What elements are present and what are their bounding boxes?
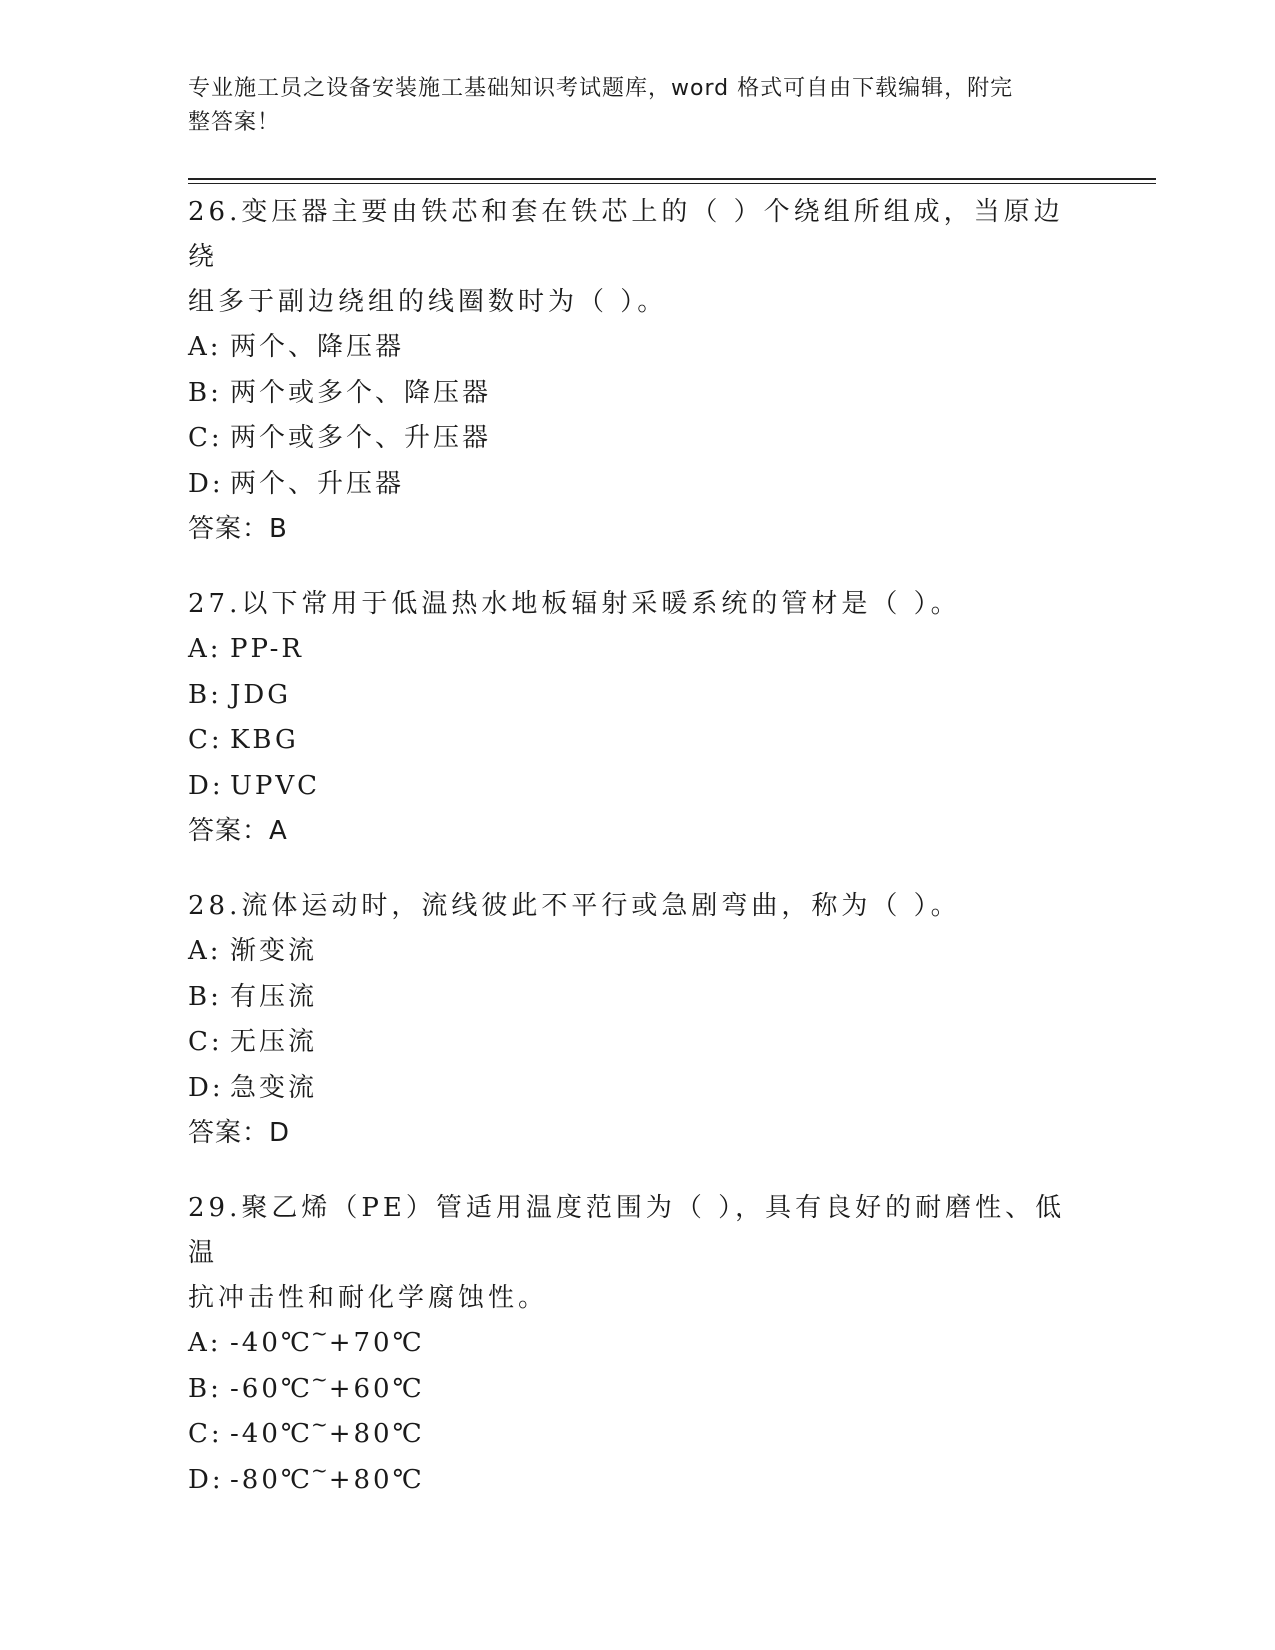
option-key: A: xyxy=(188,332,222,362)
range-high: +80℃ xyxy=(328,1419,425,1449)
option-key: A: xyxy=(188,634,222,664)
range-low: -40℃ xyxy=(230,1328,313,1358)
range-tilde: ~ xyxy=(310,1412,331,1436)
question-stem-line-1: 流体运动时，流线彼此不平行或急剧弯曲，称为（ ）。 xyxy=(241,891,961,921)
question-stem xyxy=(188,1186,1068,1276)
question-number: 29. xyxy=(188,1193,242,1223)
header-divider-thin xyxy=(188,183,1156,184)
header-divider xyxy=(188,178,1156,180)
question-stem-line-1: 变压器主要由铁芯和套在铁芯上的（ ）个绕组所组成，当原边绕 xyxy=(188,197,1064,272)
question-number: 27. xyxy=(188,589,242,619)
range-low: -60℃ xyxy=(230,1373,313,1404)
option-a xyxy=(188,929,1068,975)
option-key: B: xyxy=(188,679,222,710)
option-key: C: xyxy=(188,423,223,453)
answer-line: 答案：B xyxy=(188,514,288,544)
question-number: 26. xyxy=(188,197,242,227)
question-29 xyxy=(188,1186,1068,1503)
question-number: 28. xyxy=(188,891,242,921)
question-stem xyxy=(188,884,1068,929)
option-c xyxy=(188,416,1068,462)
option-key: B: xyxy=(188,1373,222,1404)
document-header xyxy=(188,72,1068,140)
range-tilde: ~ xyxy=(310,1457,331,1482)
question-stem-line-1: 以下常用于低温热水地板辐射采暖系统的管材是（ ）。 xyxy=(241,589,961,619)
answer-line: 答案：D xyxy=(188,1118,291,1148)
question-stem-line-2: 组多于副边绕组的线圈数时为（ ）。 xyxy=(188,287,668,317)
option-a xyxy=(188,325,1068,371)
option-d xyxy=(188,462,1068,508)
option-text: 两个或多个、降压器 xyxy=(230,377,492,408)
option-key: B: xyxy=(188,981,222,1012)
option-key: D: xyxy=(188,1464,224,1495)
option-text: 两个或多个、升压器 xyxy=(230,423,492,453)
range-tilde: ~ xyxy=(310,1321,331,1345)
option-b xyxy=(188,673,1068,719)
question-stem xyxy=(188,190,1068,280)
option-d xyxy=(188,1066,1068,1112)
option-key: A: xyxy=(188,936,222,966)
range-high: +70℃ xyxy=(328,1328,425,1358)
option-text: 渐变流 xyxy=(230,936,318,966)
question-stem-line-2: 抗冲击性和耐化学腐蚀性。 xyxy=(188,1283,549,1313)
option-text: 无压流 xyxy=(230,1027,318,1057)
answer-line: 答案：A xyxy=(188,816,288,846)
option-key: C: xyxy=(188,1027,223,1057)
question-26 xyxy=(188,190,1068,552)
question-stem xyxy=(188,582,1068,627)
option-text: PP-R xyxy=(230,634,304,664)
option-text: 急变流 xyxy=(230,1072,318,1103)
option-key: C: xyxy=(188,725,223,755)
question-stem-line-1: 聚乙烯（PE）管适用温度范围为（ ），具有良好的耐磨性、低温 xyxy=(188,1193,1066,1268)
option-text: 两个、升压器 xyxy=(230,468,405,499)
option-text: 两个、降压器 xyxy=(230,332,405,362)
header-title-line-2: 整答案！ xyxy=(188,110,281,135)
range-high: +60℃ xyxy=(328,1373,425,1404)
option-text: UPVC xyxy=(230,770,321,801)
option-text: JDG xyxy=(230,679,292,710)
option-a xyxy=(188,627,1068,673)
option-key: C: xyxy=(188,1419,223,1449)
question-27 xyxy=(188,582,1068,854)
option-b xyxy=(188,371,1068,417)
option-c xyxy=(188,1020,1068,1066)
option-text: KBG xyxy=(230,725,299,755)
option-key: D: xyxy=(188,468,224,499)
range-low: -80℃ xyxy=(230,1464,313,1495)
option-key: D: xyxy=(188,770,224,801)
option-key: D: xyxy=(188,1072,224,1103)
option-b xyxy=(188,975,1068,1021)
header-title-line-1: 专业施工员之设备安装施工基础知识考试题库，word 格式可自由下载编辑，附完 xyxy=(188,76,1014,101)
option-d xyxy=(188,1458,1068,1504)
range-high: +80℃ xyxy=(328,1464,425,1495)
option-d xyxy=(188,764,1068,810)
question-28 xyxy=(188,884,1068,1156)
range-tilde: ~ xyxy=(310,1366,331,1391)
option-text: 有压流 xyxy=(230,981,318,1012)
question-list xyxy=(188,190,1068,1533)
option-key: B: xyxy=(188,377,222,408)
option-c xyxy=(188,718,1068,764)
option-key: A: xyxy=(188,1328,222,1358)
range-low: -40℃ xyxy=(230,1419,313,1449)
